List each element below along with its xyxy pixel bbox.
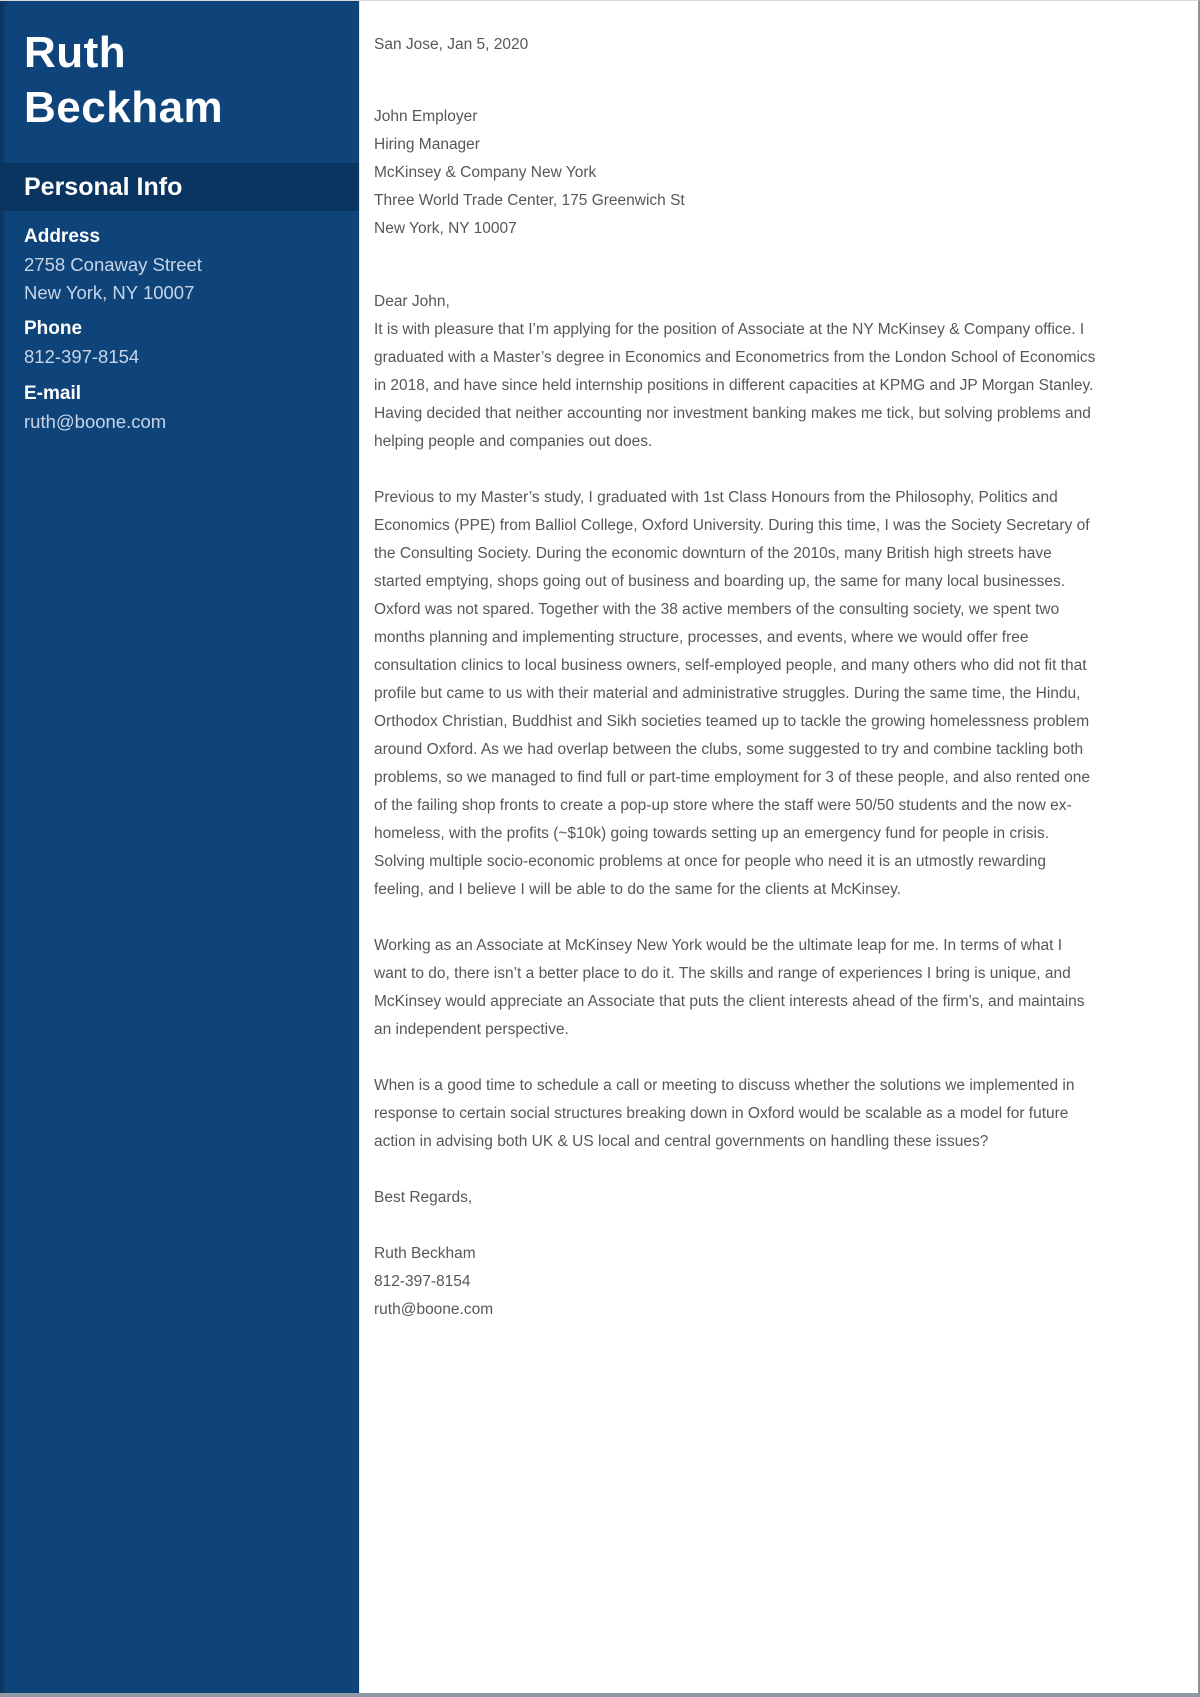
salutation: Dear John, [374, 293, 450, 310]
address-label: Address [24, 226, 101, 247]
applicant-first-name: Ruth [24, 28, 127, 77]
recipient-name: John Employer [374, 108, 478, 125]
applicant-last-name: Beckham [24, 83, 224, 132]
recipient-city: New York, NY 10007 [374, 220, 517, 237]
signature-name: Ruth Beckham [374, 1245, 476, 1262]
closing-line: Best Regards, [374, 1189, 473, 1206]
signature-phone: 812-397-8154 [374, 1273, 471, 1290]
letter-paragraph-2: Previous to my Master’s study, I graduated with 1st Class Honours from the Philosophy, Politics and Economics (PPE) from Balliol College, Oxford University. During this time, I was the Society Secretary of the Consulting Society. During the economic downturn of the 2010s, many British high streets have started emptying, shops going out of business and boarding up, the same for many local businesses. Oxford was not spared. Together with the 38 active members of the consulting society, we spent two months planning and implementing structure, processes, and events, where we would offer free consultation clinics to local business owners, self-employed people, and many others who did not fit that profile but came to us with their material and administrative struggles. During the same time, the Hindu, Orthodox Christian, Buddhist and Sikh societies teamed up to tackle the growing homelessness problem around Oxford. As we had overlap between the clubs, some suggested to try and combine tackling both problems, so we managed to find full or part-time employment for 3 of these people, and also rented one of the failing shop fronts to create a pop-up store where the staff were 50/50 students and the now ex-homeless, with the profits (~$10k) going towards setting up an emergency fund for people in crisis. Solving multiple socio-economic problems at once for people who need it is an utmostly rewarding feeling, and I believe I will be able to do the same for the clients at McKinsey. [374, 489, 1090, 898]
letter-body [374, 31, 1096, 1324]
address-line-1: 2758 Conaway Street [24, 254, 202, 275]
letter-paragraph-1: It is with pleasure that I’m applying for the position of Associate at the NY McKinsey & Company office. I graduated with a Master’s degree in Economics and Econometrics from the London School of Economics in 2018, and have since held internship positions in different capacities at KPMG and JP Morgan Stanley. Having decided that neither accounting nor investment banking makes me tick, but solving problems and helping people and companies out does. [374, 321, 1096, 450]
applicant-name [0, 1, 359, 135]
phone-value: 812-397-8154 [24, 346, 140, 367]
address-field [24, 223, 339, 307]
personal-info-fields [0, 211, 359, 436]
email-field [24, 380, 339, 436]
phone-label: Phone [24, 318, 83, 339]
phone-field [24, 315, 339, 371]
letter-date: San Jose, Jan 5, 2020 [374, 36, 529, 53]
personal-info-section-band [0, 163, 359, 211]
recipient-company: McKinsey & Company New York [374, 164, 597, 181]
personal-info-section-title: Personal Info [24, 172, 183, 201]
email-value: ruth@boone.com [24, 411, 167, 432]
letter-main-area [360, 1, 1198, 1693]
letter-paragraph-3: Working as an Associate at McKinsey New York would be the ultimate leap for me. In terms of what I want to do, there isn’t a better place to do it. The skills and range of experiences I bring is unique, and McKinsey would appreciate an Associate that puts the client interests ahead of the firm’s, and maintains an independent perspective. [374, 937, 1085, 1038]
personal-info-sidebar [0, 1, 360, 1693]
email-label: E-mail [24, 383, 82, 404]
recipient-street: Three World Trade Center, 175 Greenwich St [374, 192, 685, 209]
letter-paragraph-4: When is a good time to schedule a call or meeting to discuss whether the solutions we implemented in response to certain social structures breaking down in Oxford would be scalable as a model for future action in advising both UK & US local and central governments on handling these issues? [374, 1077, 1075, 1150]
signature-block [374, 1240, 1096, 1324]
recipient-title: Hiring Manager [374, 136, 480, 153]
address-line-2: New York, NY 10007 [24, 282, 195, 303]
signature-email: ruth@boone.com [374, 1301, 494, 1318]
recipient-block [374, 103, 1096, 243]
